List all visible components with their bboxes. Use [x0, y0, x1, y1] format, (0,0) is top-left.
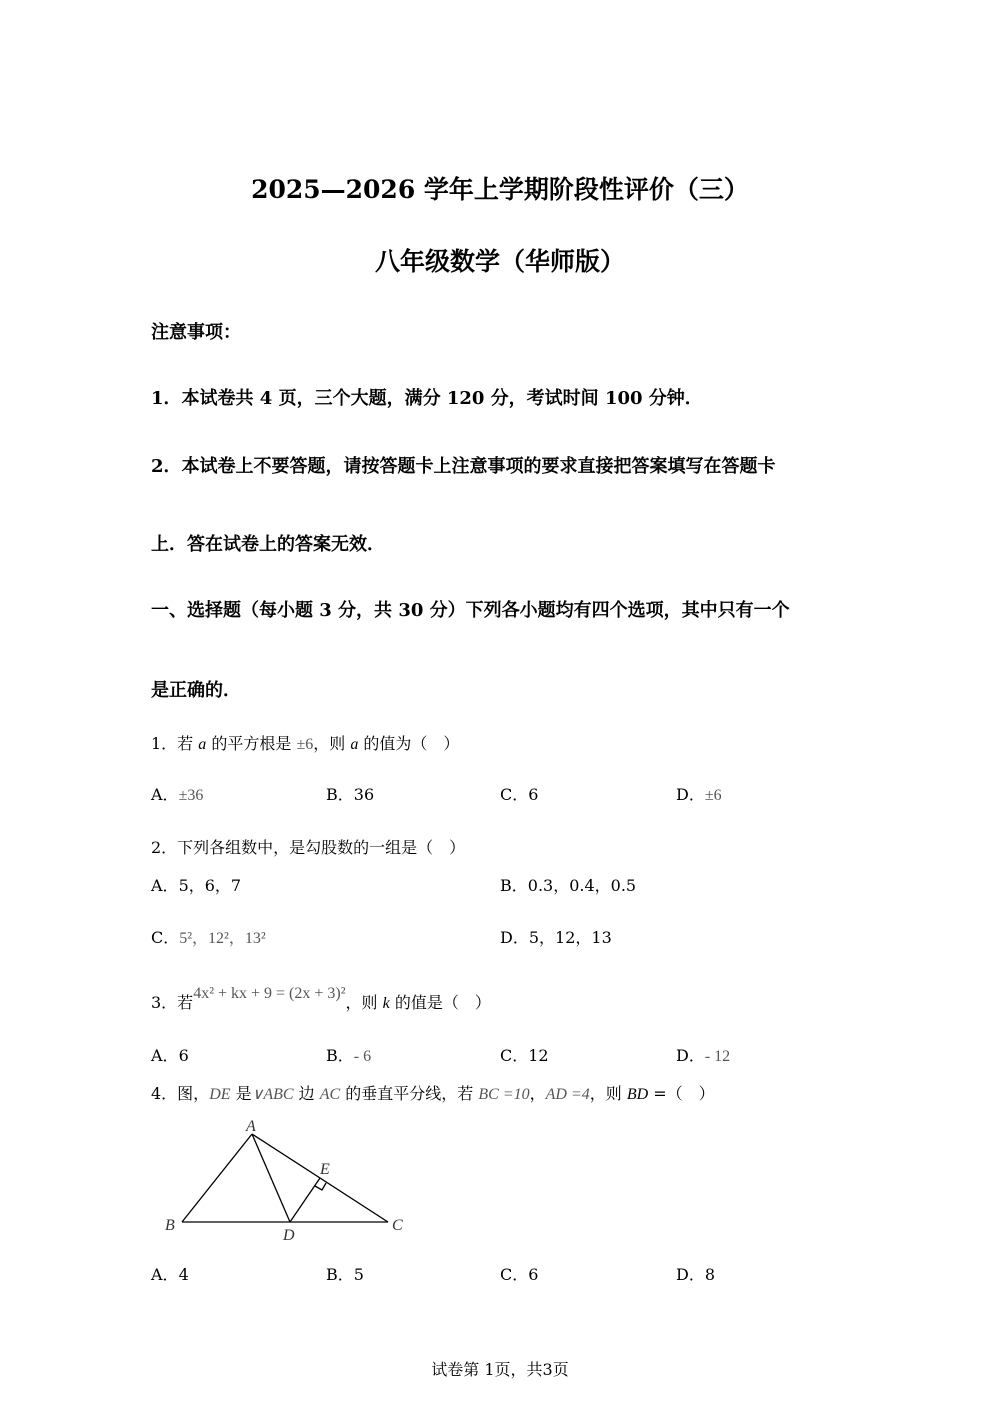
side-ba	[182, 1134, 252, 1222]
question-1-option-d: D．±6	[676, 785, 722, 804]
question-2-option-a: A．5，6，7	[151, 876, 242, 895]
question-4-option-b: B．5	[326, 1265, 364, 1284]
question-1-option-a: A．±36	[151, 785, 204, 804]
label-a: A	[246, 1118, 256, 1135]
label-e: E	[320, 1161, 330, 1178]
question-2-option-d: D．5，12，13	[500, 928, 612, 947]
question-3-option-c: C．12	[500, 1046, 549, 1065]
segment-de	[290, 1178, 320, 1222]
label-b: B	[165, 1217, 175, 1234]
question-4-option-a: A．4	[151, 1265, 189, 1284]
label-c: C	[392, 1217, 403, 1234]
question-3-formula: 4x² + kx + 9 = (2x + 3)²	[193, 985, 346, 1002]
page-subtitle: 八年级数学（华师版）	[374, 247, 625, 276]
question-1-option-c: C．6	[500, 785, 539, 804]
notes-item-1: 1．本试卷共 4 页，三个大题，满分 120 分，考试时间 100 分钟．	[151, 388, 703, 409]
question-3-option-a: A．6	[151, 1046, 189, 1065]
segment-ad	[252, 1134, 290, 1222]
section-1-heading-line-1: 一、选择题（每小题 3 分，共 30 分）下列各小题均有四个选项，其中只有一个	[151, 600, 790, 621]
page-footer: 试卷第 1页，共3页	[431, 1360, 569, 1379]
question-1: 1．若 a 的平方根是 ±6，则 a 的值为（ ）	[151, 734, 460, 753]
label-d: D	[283, 1227, 295, 1244]
question-4: 4．图，DE 是∨ABC 边 AC 的垂直平分线，若 BC =10，AD =4，则 BD =（ ）	[151, 1084, 715, 1103]
triangle-figure	[160, 1112, 420, 1247]
question-4-option-c: C．6	[500, 1265, 539, 1284]
question-2: 2．下列各组数中，是勾股数的一组是（ ）	[151, 838, 466, 857]
page-title: 2025—2026 学年上学期阶段性评价（三）	[251, 175, 749, 204]
question-3-option-d: D．- 12	[676, 1046, 731, 1065]
question-1-option-b: B．36	[326, 785, 375, 804]
question-3-option-b: B．- 6	[326, 1046, 372, 1065]
notes-item-2-line-2: 上．答在试卷上的答案无效．	[151, 534, 385, 555]
section-1-heading-line-2: 是正确的．	[151, 680, 241, 701]
question-2-option-c: C．5²，12²，13²	[151, 928, 266, 947]
question-2-option-b: B．0.3，0.4，0.5	[500, 876, 637, 895]
notes-heading: 注意事项：	[151, 322, 241, 343]
question-4-option-d: D．8	[676, 1265, 716, 1284]
notes-item-2-line-1: 2．本试卷上不要答题，请按答题卡上注意事项的要求直接把答案填写在答题卡	[151, 456, 776, 477]
question-3: 3．若4x² + kx + 9 = (2x + 3)²，则 k 的值是（ ）	[151, 985, 491, 1012]
